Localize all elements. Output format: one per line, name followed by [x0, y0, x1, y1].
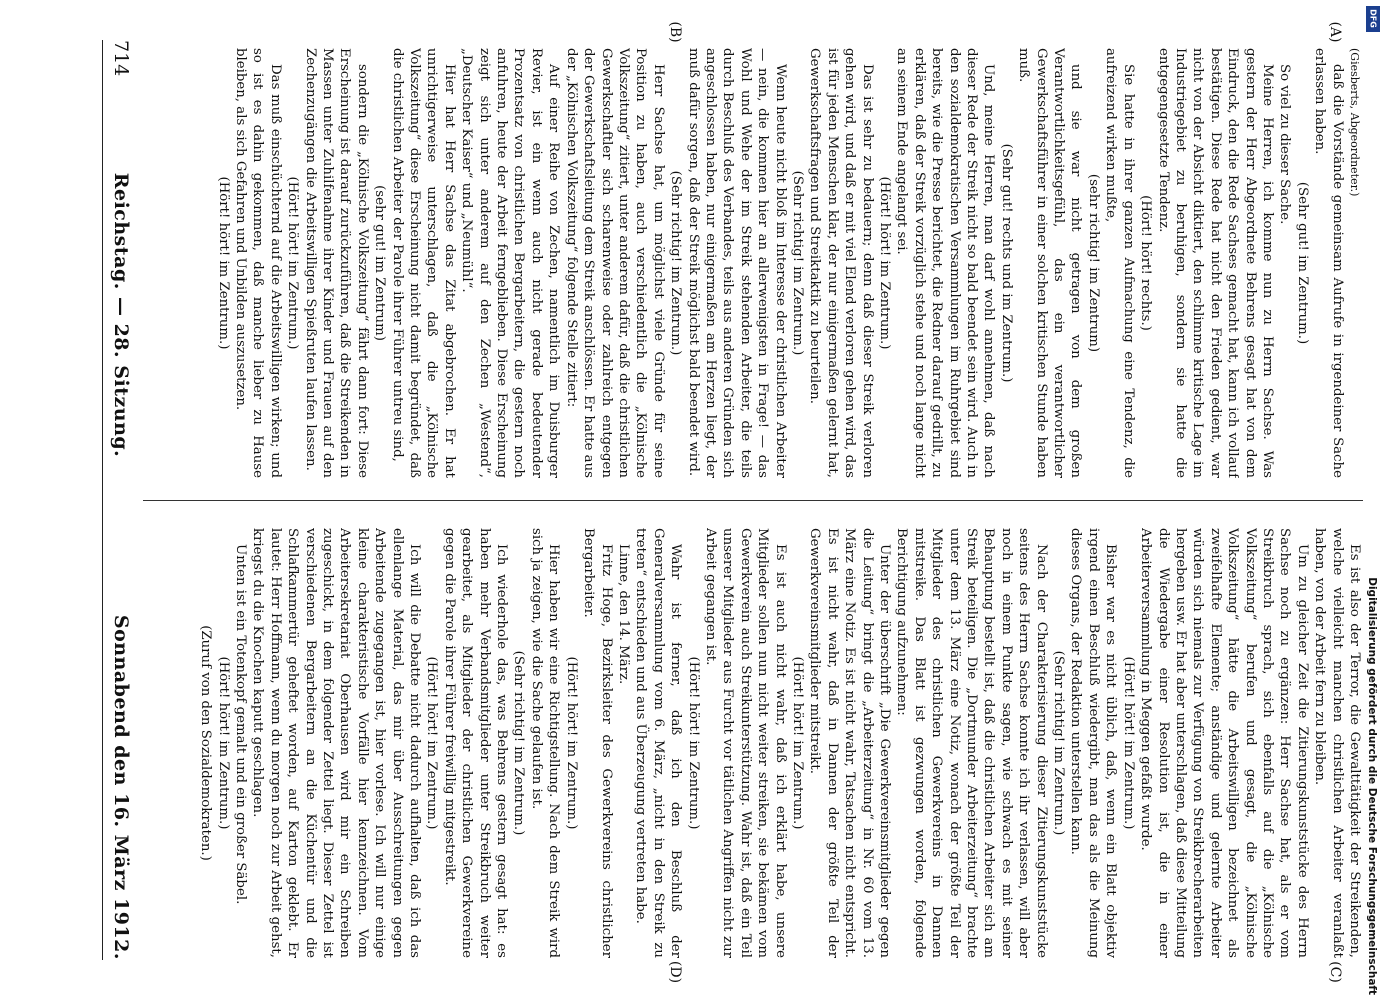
right-column-paragraph: Bisher war es nicht üblich, daß, wenn ein Blatt objektiv irgend einen Beschluß wiedergibt, man das als die Meinung dieses Organs, der Redaktion unterstellen kann.	[1068, 528, 1119, 958]
right-text-column	[143, 528, 1363, 958]
left-column-paragraph: So viel zu dieser Sache.	[1277, 64, 1293, 225]
dfg-logo: DFG	[1366, 6, 1380, 32]
left-text-column	[143, 48, 1363, 478]
right-column-paragraph: (Hört! hört! im Zentrum.)	[563, 656, 579, 830]
left-column-paragraph: Hier hat Herr Sachse das Zitat abgebrochen. Er hat unrichtigerweise unterschlagen, daß die „Kölnische Volkszeitung“ diese Erscheinung nicht damit begründet, daß die christlichen Arbeiter der Parole ihrer Führer untreu sind,	[389, 48, 457, 478]
right-column-paragraph: Unter der überschrift „Die Gewerkvereinsmitglieder gegen die Leitung“ bringt die „Arbeiterzeitung“ in Nr. 60 vom 13. März eine Notiz. Es ist nicht wahr, Tatsachen nicht entspricht. Es ist nicht wahr, daß in Dannen der größte Teil der Gewerkvereinsmitglieder mitstreikt.	[807, 528, 893, 958]
left-column-paragraph: (Sehr gut! rechts und im Zentrum.)	[998, 143, 1014, 383]
left-column-paragraph: Meine Herren, ich komme nun zu Herrn Sachse. Was gestern der Herr Abgeordnete Behrens gesagt hat von dem Eindruck, den die Rede Sachses gemacht hat, kann ich vollauf bestätigen. Diese Rede hat nicht den Frieden gedient, war nicht von der Absicht diktiert, den schlimme kritische Lage im Industriegebiet zu beruhigen, sondern sie hatte die entgegengesetzte Tendenz.	[1155, 48, 1275, 478]
left-column-paragraph: Das muß einschüchternd auf die Arbeitswilligen wirken; und so ist es dahin gekommen, daß manche lieber zu Hause bleiben, als sich Gefahren und Unbilden auszusetzen.	[233, 48, 283, 478]
left-column-paragraph: Und, meine Herren, man darf wohl annehmen, daß nach dieser Rede der Streik nicht so bald beendet sein wird. Auch in den sozialdemokratischen Versammlungen im Ruhrgebiet sind bereits, wie die Presse berichtet, die Redner darauf gedrillt, zu erklären, daß der Streik vorzüglich stehe und noch lange nicht an seinem Ende angelangt sei.	[894, 48, 997, 478]
page-header	[106, 40, 136, 960]
right-column-paragraph: (Zuruf von den Sozialdemokraten.)	[198, 625, 214, 861]
margin-letter-a: (A)	[1327, 21, 1343, 43]
left-column-paragraph: (sehr gut! im Zentrum)	[372, 185, 388, 341]
header-rule	[102, 40, 103, 960]
right-column-paragraph: (Sehr richtig! im Zentrum.)	[1051, 650, 1067, 836]
right-column-paragraph: Es ist also der Terror, die Gewalttätigkeit der Streikenden, welche vielleicht manchen christlichen Arbeiter veranlaßt haben, von der Arbeit fern zu bleiben.	[1312, 528, 1362, 958]
left-column-paragraph: (Sehr richtig! im Zentrum.)	[668, 170, 684, 356]
digitization-credit: Digitalisierung gefördert durch die Deutsche Forschungsgemeinschaft	[1366, 577, 1378, 995]
right-column-paragraph: Fritz Hoge, Bezirksleiter des Gewerkvereins christlicher Bergarbeiter.	[581, 528, 614, 958]
left-column-paragraph: (Hört! hört! im Zentrum.)	[877, 176, 893, 350]
left-column-paragraph: (Giesberts, Abgeordneter.)	[1348, 48, 1361, 197]
margin-letter-b: (B)	[667, 21, 683, 43]
right-column-paragraph: (Hört! hört! im Zentrum.)	[215, 656, 231, 830]
right-column-paragraph: Hier haben wir eine Richtigstellung. Nach dem Streik wird sich ja zeigen, wie die Sache gelaufen ist.	[528, 528, 562, 958]
margin-letter-d: (D)	[667, 960, 683, 984]
left-column-paragraph: (Hört! hört! im Zentrum.)	[285, 176, 301, 350]
left-column-paragraph: sondern die „Kölnische Volkszeitung“ fährt dann fort: Diese Erscheinung ist darauf zurückzuführen, daß die Streikenden in Massen unter Zuhilfenahme ihrer Kinder und Frauen auf den Zechenzugängen die Arbeitswilligen Spießruten laufen lassen.	[302, 48, 370, 478]
left-column-paragraph: Wenn heute nicht bloß im Interesse der christlichen Arbeiter — nein, die kommen hier an allerwenigsten in Frage! — das Wohl und Wehe der im Streik stehenden Arbeiter, die teils durch Beschluß des Verbandes, teils aus anderen Gründen sich angeschlossen haben, nur einigermaßen am Herzen liegt, der muß dafür sorgen, daß der Streik möglichst bald beendet wird.	[685, 48, 788, 478]
left-column-paragraph: (Sehr richtig! im Zentrum.)	[790, 170, 805, 356]
margin-letter-c: (C)	[1327, 961, 1343, 983]
right-column-paragraph: (Hört! hört! im Zentrum.)	[424, 656, 440, 830]
right-column-paragraph: Nach der Charakterisierung dieser Zitierungskunststücke seitens des Herrn Sachse konnte ich ihr verlassen, will aber noch in einem Punkte sagen, wie schwach es mit seiner Behauptung bestellt ist, daß die christlichen Arbeiter sich am Streik beteiligen. Die „Dortmunder Arbeiterzeitung“ brachte unter dem 13. März eine Notiz, wonach der größte Teil der Mitglieder des christlichen Gewerkvereins in Dannen mitstreike. Das Blatt ist gezwungen worden, folgende Berichtigung aufzunehmen:	[894, 528, 1049, 958]
right-column-paragraph: Wahr ist ferner, daß ich den Beschluß der Generalversammlung vom 6. März, „nicht in den Streik zu treten“ entschieden und aus Überzeugung vertreten habe.	[633, 528, 684, 958]
right-column-paragraph: Linne, den 14. März.	[615, 544, 631, 685]
session-title: Reichstag. — 28. Sitzung.	[110, 172, 132, 458]
right-column-paragraph: Ich wiederhole das, was Behrens gestern gesagt hat: es haben mehr Verbandsmitglieder unter Streikbruch weiter gearbeitet, als Mitglieder der christlichen Gewerkvereine gegen die Parole ihrer Führer freiwillig mitgestreikt.	[441, 528, 510, 958]
left-column-paragraph: Auf einer Reihe von Zechen, namentlich im Duisburger Revier, ist ein wenn auch nicht gerade bedeutender Prozentsatz von christlichen Bergarbeitern, die gestern noch anfuhren, heute der Arbeit ferngeblieben. Diese Erscheinung zeigt sich unter anderem auf den Zechen „Westend“, „Deutscher Kaiser“ und „Neumühl“.	[459, 48, 562, 478]
page-number: 714	[110, 40, 132, 77]
left-column-paragraph: Sie hatte in ihrer ganzen Aufmachung eine Tendenz, die aufreizend wirken mußte,	[1103, 48, 1136, 478]
right-column-paragraph: Ich will die Debatte nicht dadurch aufhalten, daß ich das ellenlange Material, das mir über Ausschreitungen gegen Arbeitende zugegangen ist, hier vorlese. Ich will nur einige kleine charakteristische Vorfälle hier kennzeichnen. Vom Arbeitersekretariat Oberhausen wird mir ein Schreiben zugeschickt, in dem folgender Zettel liegt. Dieser Zettel ist verschiedenen Bergarbeitern an die Küchentür und die Schlafkammertür geheftet worden, auf Karton geklebt. Er lautet: Herr Hoffmann, wenn du morgen noch zur Arbeit gehst, kriegst du die Knochen kaputt geschlagen.	[250, 528, 423, 958]
left-column-paragraph: (Hört! hört! rechts.)	[1138, 195, 1154, 331]
left-column-paragraph: Herr Sachse hat, um möglichst viele Gründe für seine Position zu haben, auch verschiedentlich die „Kölnische Volkszeitung“ zitiert, unter anderem dafür, daß die christlichen Gewerkschaftler sich scharenweise oder zahlreich entgegen der Gewerkschaftsleitung dem Streik anschlössen. Er hatte aus der „Kölnischen Volkszeitung“ folgende Stelle zitiert:	[563, 48, 666, 478]
right-column-paragraph: (Hört! hört! im Zentrum.)	[685, 656, 701, 830]
left-column-paragraph: (Hört! hört! im Zentrum.)	[215, 176, 231, 350]
right-column-paragraph: Um zu gleicher Zeit die Zitierungskunststücke des Herrn Sachse noch zu ergänzen: Herr Sachse hat, als er vom Streikbruch sprach, sich ebenfalls auf die „Kölnische Volkszeitung“ berufen und gesagt, die „Kölnische Volkszeitung“ hätte die Arbeitswilligen bezeichnet als zweifelhafte Elemente; anständige und gelernte Arbeiter würden sich niemals zur Verfügung von Streikbrecherarbeiten hergeben usw. Er hat aber unterschlagen, daß diese Mitteilung die Wiedergabe einer Resolution ist, die in einer Arbeiterversammlung in Meggen gefaßt wurde.	[1138, 528, 1310, 958]
left-column-paragraph: und sie war nicht getragen von dem großen Verantwortlichkeitsgefühl, das ein verantwortlicher Gewerkschaftsführer in einer solchen kritischen Stunde haben muß.	[1016, 48, 1084, 478]
right-column-paragraph: Unten ist ein Totenkopf gemalt und ein großer Säbel.	[233, 544, 248, 905]
right-column-paragraph: (Sehr richtig! im Zentrum.)	[511, 650, 527, 836]
left-column-paragraph: daß die Vorstände gemeinsam Aufrufe in irgendeiner Sache erlassen haben.	[1312, 48, 1345, 478]
session-date: Sonnabend den 16. März 1912.	[110, 614, 132, 960]
left-column-paragraph: (sehr richtig! im Zentrum)	[1085, 173, 1101, 353]
right-column-paragraph: (Hört! hört! im Zentrum.)	[1120, 656, 1136, 830]
right-column-paragraph: (Hört! hört! im Zentrum.)	[790, 656, 805, 830]
right-column-paragraph: Es ist auch nicht wahr, daß ich erklärt habe, unsere Mitglieder sollen nun nicht weiter streiken, sie bekämen vom Gewerkverein auch Streikunterstützung. Wahr ist, daß ein Teil unserer Mitglieder aus Furcht vor tätlichen Angriffen nicht zur Arbeit gegangen ist.	[702, 528, 788, 958]
left-column-paragraph: (Sehr gut! im Zentrum.)	[1294, 181, 1310, 345]
column-separator	[143, 500, 1363, 501]
left-column-paragraph: Das ist sehr zu bedauern; denn daß dieser Streik verloren gehen wird, und daß er mit viel Elend verloren gehen wird, das ist für jeden Menschen klar, der nur einigermaßen gelernt hat, Gewerkschaftsfragen und Streiktaktik zu beurteilen.	[807, 48, 875, 478]
